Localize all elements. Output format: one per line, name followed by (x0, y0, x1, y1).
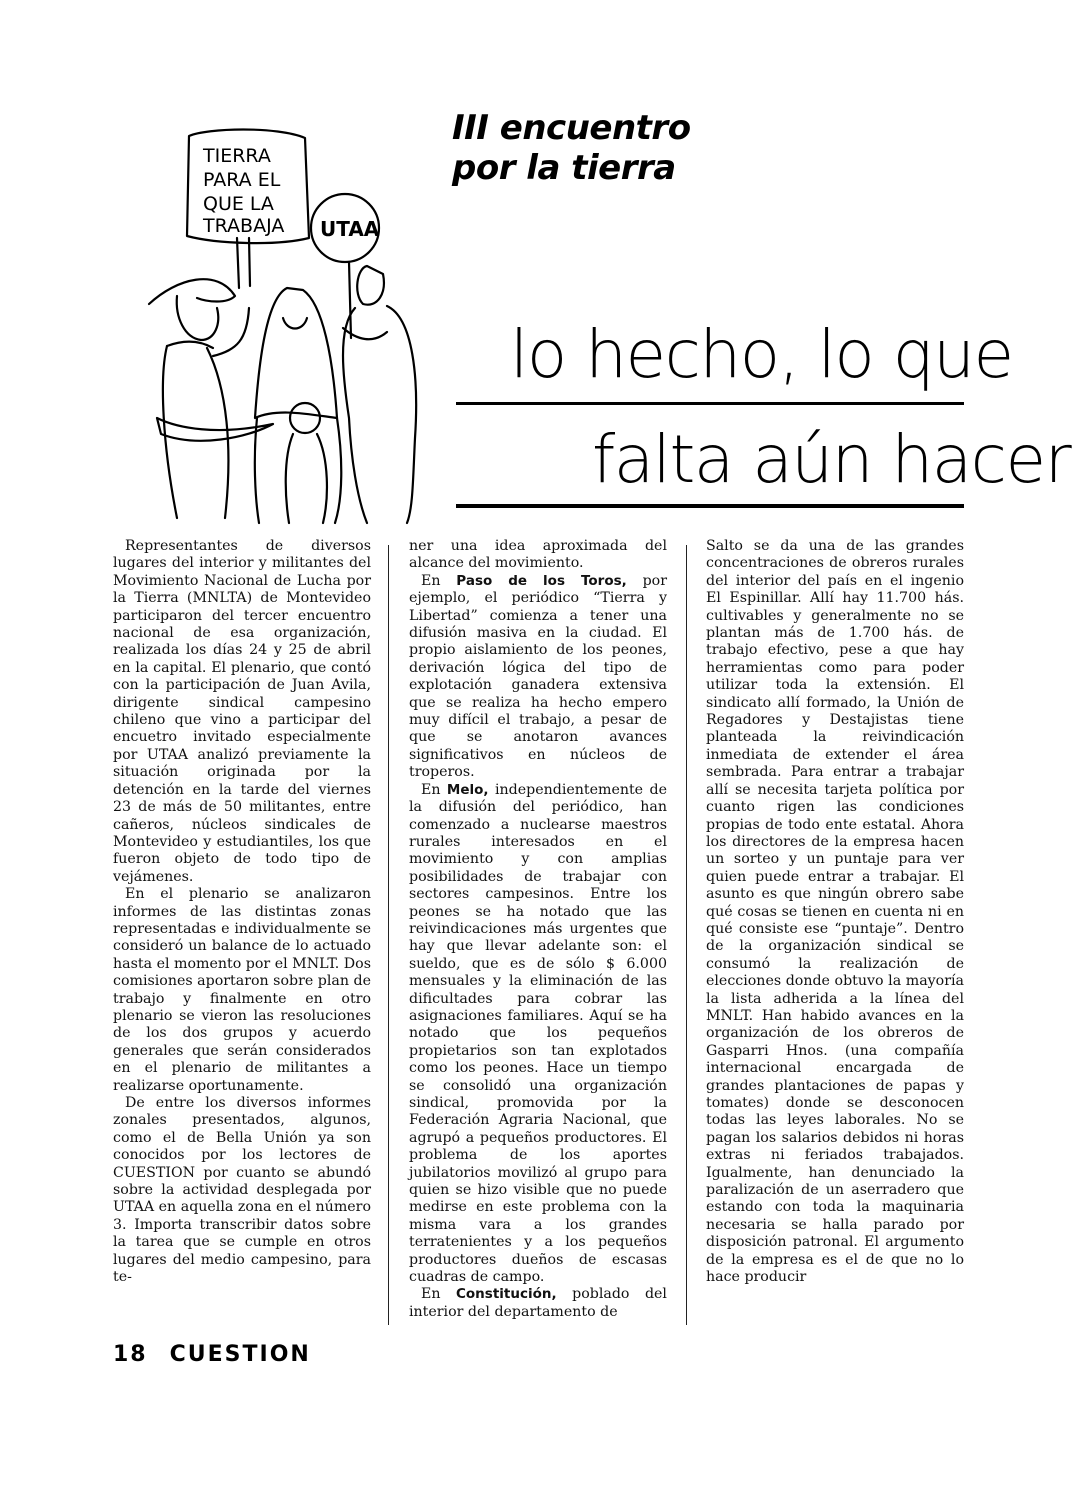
protest-illustration (137, 118, 427, 528)
kicker-title (452, 108, 772, 188)
kicker-line-2: por la tierra (452, 148, 676, 188)
place-name-bold: Melo, (446, 781, 489, 798)
column-3-paragraph: Salto se da una de las grandes concentraciones de obreros rurales del interior del país en el ingenio El Espinillar. Allí hay 11.700 hás. cultivables y generalmente no se plantan más de 1.700 hás. de trabajo efectivo, pese a que hay herramientas como para poder utilizar toda la extensión. El sindicato allí formado, la Unión de Regadores y Destajistas tiene planteada la reivindicación inmediata de extender el área sembrada. Para entrar a trabajar allí se necesita tarjeta política por cuanto rigen las condiciones propias de todo ente estatal. Ahora los directores de la empresa hacen un sorteo y un puntaje para ver quien puede entrar a trabajar. El asunto es que ningún obrero sabe qué cosas se tienen en cuenta ni en qué consiste ese “puntaje”. Dentro de la organización sindical se consumó la realización de elecciones donde obtuvo la mayoría la lista adherida a la línea del MNLT. Han habido avances en la organización de los obreros de Gasparri Hnos. (una compañía internacional encargada de grandes plantaciones de papas y tomates) donde se desconocen todas las leyes laborales. No se pagan los salarios debidos ni horas extras ni feriados trabajados. Igualmente, han denunciado la paralización de un aserradero que estando con toda la maquinaria necesaria se halla parado por disposición patronal. El argumento de la empresa es el de que no lo hace producir (706, 538, 964, 1286)
sign-left-line-3: QUE LA (203, 193, 274, 215)
column-1-paragraph: En el plenario se analizaron informes de las distintas zonas representadas e individualmente se consideró un balance de lo actuado hasta el momento por el MNLT. Dos comisiones aportaron sobre plan de trabajo y finalmente en otro plenario se vieron las resoluciones de los dos grupos y acuerdo generales que serán considerados en el plenario de militantes a realizarse oportunamente. (113, 886, 371, 1094)
sign-left-line-4: TRABAJA (203, 215, 285, 237)
column-divider (686, 545, 687, 1325)
sign-right-text: UTAA (320, 217, 380, 241)
column-2-paragraph: En Paso de los Toros, por ejemplo, el periódico “Tierra y Libertad” comienza a tener una difusión masiva en la ciudad. El propio aislamiento de los peones, derivación lógica del tipo de explotación ganadera extensiva que se realiza ha hecho empero muy difícil el trabajo, a pesar de que se anotaron avances significativos en núcleos de troperos. (409, 572, 667, 781)
column-divider (388, 545, 389, 1325)
magazine-name: CUESTION (169, 1342, 311, 1367)
article-column-2 (409, 538, 667, 1321)
headline-line-1: lo hecho, lo que (510, 316, 1013, 393)
place-name-bold: Constitución, (456, 1286, 557, 1303)
column-1-paragraph: Representantes de diversos lugares del interior y militantes del Movimiento Nacional de Lucha por la Tierra (MNLTA) de Montevideo participaron del tercer encuentro nacional de esa organización, realizada los días 24 y 25 de abril en la capital. El plenario, que contó con la participación de Juan Avila, dirigente sindical campesino chileno que vino a participar del encuetro invitado especialmente por UTAA analizó previamente la situación originada por la detención en la tarde del viernes 23 de más de 50 militantes, entre cañeros, núcleos sindicales de Montevideo y estudiantiles, los que fueron objeto de todo tipo de vejámenes. (113, 538, 371, 885)
column-2-paragraph: En Melo, independientemente de la difusión del periódico, han comenzado a nuclearse maestros rurales interesados en el movimiento y con amplias posibilidades de trabajar con sectores campesinos. Entre los peones se ha notado que las reivindicaciones más urgentes que hay que llevar adelante son: el sueldo, que es de sólo $ 6.000 mensuales y la eliminación de las dificultades para cobrar las asignaciones familiares. Aquí se ha notado que los pequeños propietarios son tan explotados como los peones. Hace un tiempo se consolidó una organización sindical, promovida por la Federación Agraria Nacional, que agrupó a pequeños productores. El problema de los aportes jubilatorios movilizó al grupo para quien se hizo visible que no puede medirse en este problema con la misma vara a los grandes terratenientes y a los pequeños productores dueños de escasas cuadras de campo. (409, 781, 667, 1286)
sign-left-line-2: PARA EL (203, 169, 281, 191)
headline-rule-1 (456, 402, 964, 405)
headline-rule-2 (456, 504, 964, 508)
place-name-bold: Paso de los Toros, (456, 572, 627, 589)
column-1-paragraph: De entre los diversos informes zonales presentados, algunos, como el de Bella Unión ya son conocidos por los lectores de CUESTION por cuanto se abundó sobre la actividad desplegada por UTAA en aquella zona en el número 3. Importa transcribir datos sobre la tarea que se cumple en otros lugares del medio campesino, para te- (113, 1095, 371, 1286)
sign-left-line-1: TIERRA (203, 145, 271, 167)
page-footer (113, 1342, 311, 1367)
page-number: 18 (113, 1342, 148, 1367)
article-column-1 (113, 538, 371, 1286)
column-2-paragraph: En Constitución, poblado del interior del departamento de (409, 1286, 667, 1320)
column-2-paragraph: ner una idea aproximada del alcance del movimiento. (409, 538, 667, 572)
headline-line-2: falta aún hacer (592, 421, 1071, 498)
article-column-3 (706, 538, 964, 1286)
kicker-line-1: III encuentro (452, 108, 691, 148)
